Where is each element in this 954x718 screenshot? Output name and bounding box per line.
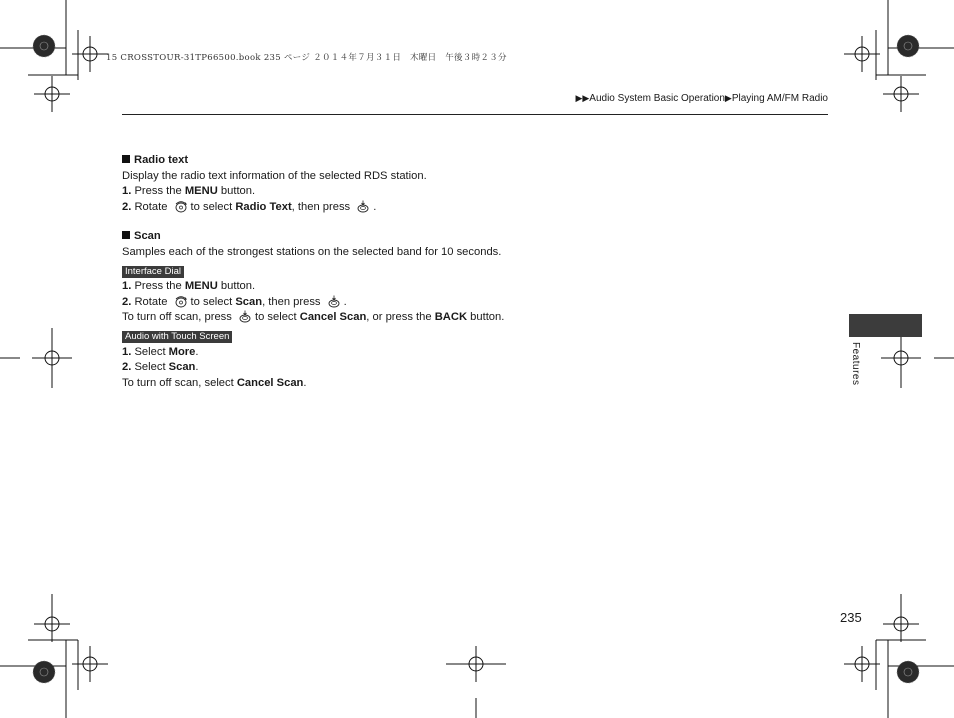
header-rule bbox=[122, 114, 828, 115]
scan-dial-off: To turn off scan, press to select Cancel Scan, or press the BACK button. bbox=[122, 311, 505, 324]
scan-dial-step-2: 2. Rotate to select Scan, then press . bbox=[122, 295, 347, 308]
print-header: 15 CROSSTOUR-31TP66500.book 235 ページ ２０１４年７月３１日 木曜日 午後３時２３分 bbox=[106, 53, 507, 63]
scan-dial-step-1: 1. Press the MENU button. bbox=[122, 280, 256, 293]
chapter-side-label: Features bbox=[850, 342, 861, 386]
press-dial-icon bbox=[356, 200, 370, 213]
page-content bbox=[122, 153, 822, 391]
scan-touch-off: To turn off scan, select Cancel Scan. bbox=[122, 376, 307, 389]
rotate-dial-icon bbox=[174, 295, 188, 308]
square-bullet-icon bbox=[122, 231, 130, 239]
section-heading-radio-text: Radio text bbox=[122, 153, 822, 169]
radio-text-step-1: 1. Press the MENU button. bbox=[122, 185, 256, 198]
rotate-dial-icon bbox=[174, 200, 188, 213]
interface-dial-tag: Interface Dial bbox=[122, 266, 184, 278]
section-heading-scan: Scan bbox=[122, 229, 822, 245]
page-number: 235 bbox=[840, 610, 862, 625]
press-dial-icon bbox=[238, 310, 252, 323]
breadcrumb-section[interactable]: Audio System Basic Operation bbox=[589, 93, 725, 104]
breadcrumb bbox=[575, 93, 828, 104]
radio-text-step-2: 2. Rotate to select Radio Text, then press . bbox=[122, 200, 377, 213]
double-arrow-icon: ▶▶ bbox=[575, 93, 590, 103]
chapter-side-tab[interactable] bbox=[849, 314, 922, 337]
scan-touch-step-1: 1. Select More. bbox=[122, 345, 199, 358]
arrow-icon: ▶ bbox=[724, 93, 732, 103]
scan-touch-step-2: 2. Select Scan. bbox=[122, 361, 199, 374]
press-dial-icon bbox=[327, 295, 341, 308]
touch-screen-tag: Audio with Touch Screen bbox=[122, 331, 232, 343]
breadcrumb-page[interactable]: Playing AM/FM Radio bbox=[731, 93, 828, 104]
radio-text-intro: Display the radio text information of the selected RDS station. bbox=[122, 169, 427, 182]
square-bullet-icon bbox=[122, 155, 130, 163]
scan-intro: Samples each of the strongest stations on the selected band for 10 seconds. bbox=[122, 245, 502, 258]
